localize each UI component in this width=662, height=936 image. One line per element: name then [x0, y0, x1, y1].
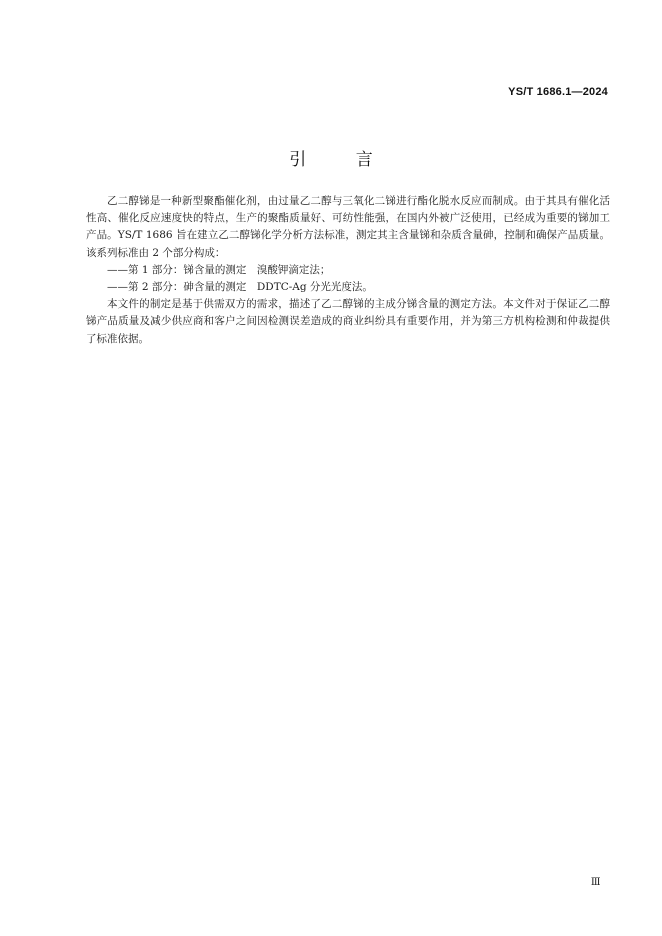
paragraph-background: 乙二醇锑是一种新型聚酯催化剂，由过量乙二醇与三氧化二锑进行酯化脱水反应而制成。由于其具有催化活性高、催化反应速度快的特点，生产的聚酯质量好、可纺性能强，在国内外被广泛使用，已经成为重要的锑加工产品。YS/T 1686 旨在建立乙二醇锑化学分析方法标准，测定其主含量锑和杂质含量砷，控制和确保产品质量。该系列标准由 2 个部分构成：	[86, 195, 610, 259]
page-number: Ⅲ	[590, 877, 600, 888]
page-title: 引 言	[289, 150, 395, 170]
list-item-part-2: ——第 2 部分：砷含量的测定 DDTC-Ag 分光光度法。	[107, 281, 373, 294]
standard-code: YS/T 1686.1—2024	[508, 86, 608, 98]
introduction-body	[86, 193, 610, 348]
paragraph-purpose: 本文件的制定是基于供需双方的需求，描述了乙二醇锑的主成分锑含量的测定方法。本文件对于保证乙二醇锑产品质量及减少供应商和客户之间因检测误差造成的商业纠纷具有重要作用，并为第三方机构检测和仲裁提供了标准依据。	[86, 298, 610, 345]
list-item-part-1: ——第 1 部分：锑含量的测定 溴酸钾滴定法；	[107, 263, 331, 276]
